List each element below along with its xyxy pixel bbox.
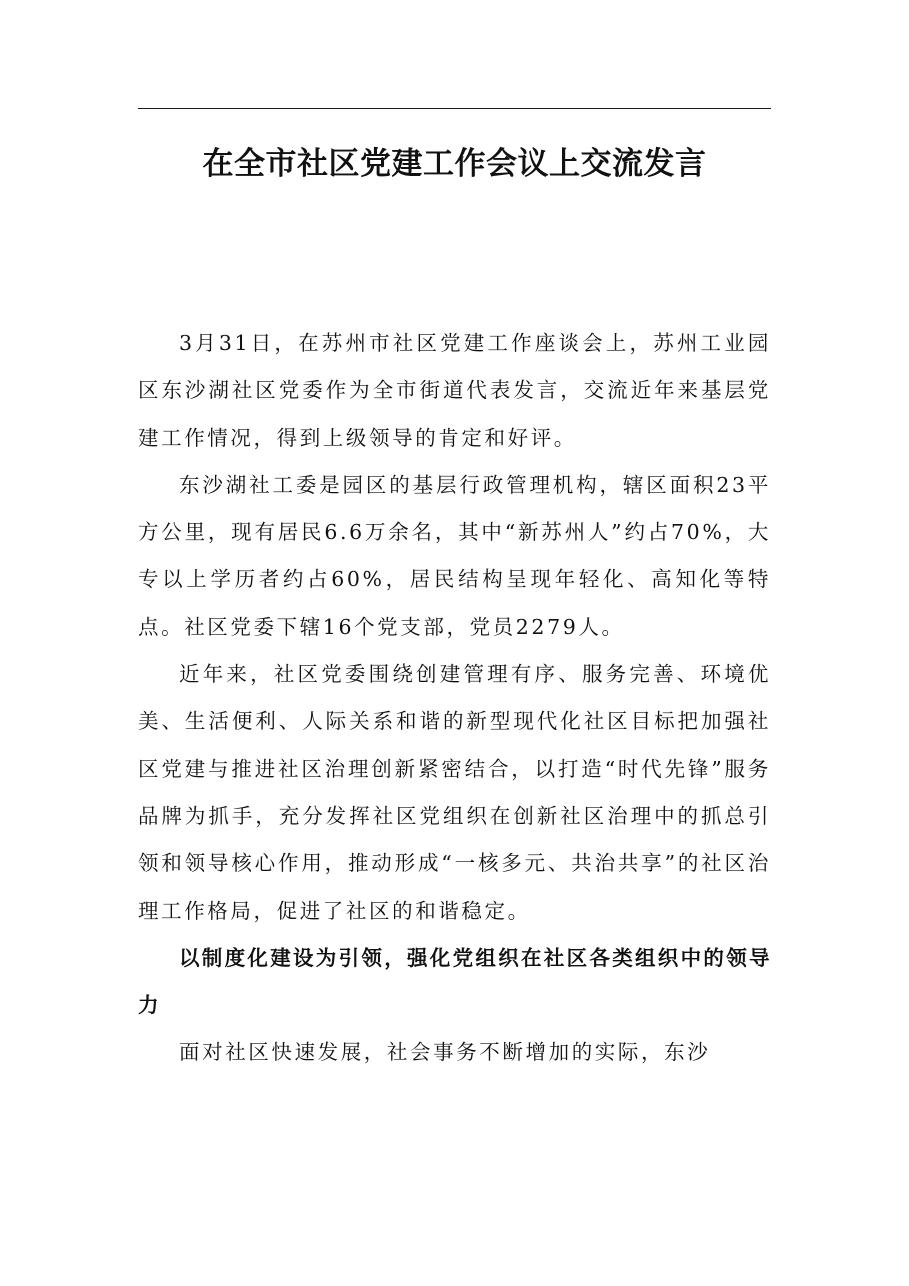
document-body (138, 320, 771, 1077)
paragraph-section-intro: 面对社区快速发展，社会事务不断增加的实际，东沙 (179, 1040, 711, 1065)
paragraph-meeting-summary: 3月31日，在苏州市社区党建工作座谈会上，苏州工业园区东沙湖社区党委作为全市街道代表发言，交流近年来基层党建工作情况，得到上级领导的肯定和好评。 (138, 331, 771, 450)
paragraph-community-profile: 东沙湖社工委是园区的基层行政管理机构，辖区面积23平方公里，现有居民6.6万余名，其中“新苏州人”约占70%，大专以上学历者约占60%，居民结构呈现年轻化、高知化等特点。社区党委下辖16个党支部，党员2279人。 (138, 472, 771, 639)
paragraph-party-building-work: 近年来，社区党委围绕创建管理有序、服务完善、环境优美、生活便利、人际关系和谐的新型现代化社区目标把加强社区党建与推进社区治理创新紧密结合，以打造“时代先锋”服务品牌为抓手，充分发挥社区党组织在创新社区治理中的抓总引领和领导核心作用，推动形成“一核多元、共治共享”的社区治理工作格局，促进了社区的和谐稳定。 (138, 662, 771, 923)
section-heading: 以制度化建设为引领，强化党组织在社区各类组织中的领导力 (138, 945, 771, 1018)
header-rule (138, 108, 771, 109)
document-title: 在全市社区党建工作会议上交流发言 (202, 146, 707, 182)
